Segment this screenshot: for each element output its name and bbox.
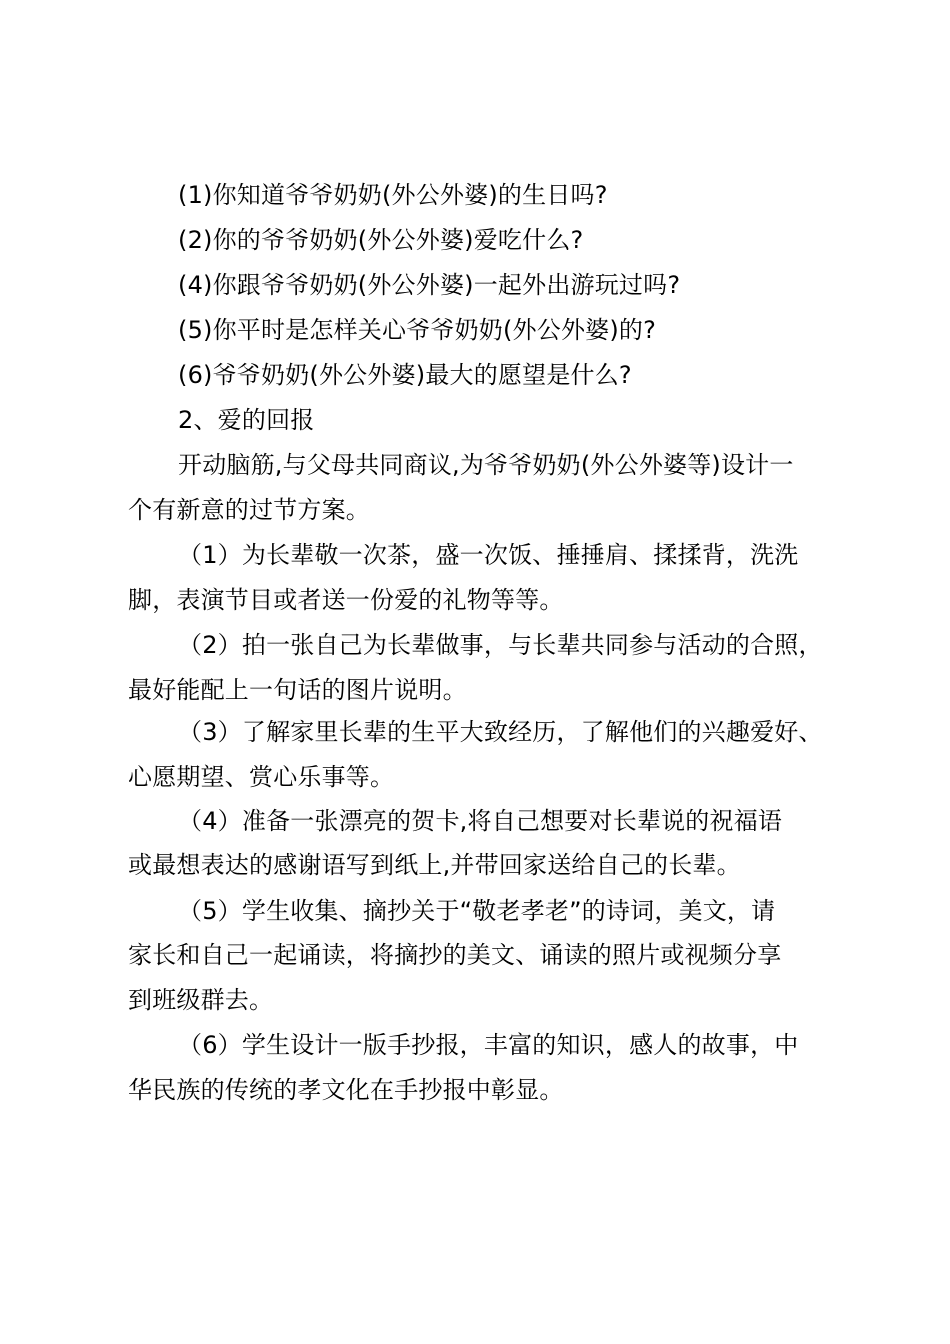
item-2-line-1: （2）拍一张自己为长辈做事，与长辈共同参与活动的合照， [178,631,823,659]
item-1-line-2: 脚，表演节目或者送一份爱的礼物等等。 [128,586,564,614]
question-1: (1)你知道爷爷奶奶(外公外婆)的生日吗? [178,181,608,209]
section-heading: 2、爱的回报 [178,406,315,434]
item-4-line-1: （4）准备一张漂亮的贺卡,将自己想要对长辈说的祝福语 [178,807,783,835]
item-5-line-2: 家长和自己一起诵读，将摘抄的美文、诵读的照片或视频分享 [128,941,782,969]
item-2-line-2: 最好能配上一句话的图片说明。 [128,676,467,704]
intro-line-2: 个有新意的过节方案。 [128,496,370,524]
item-6-line-1: （6）学生设计一版手抄报，丰富的知识，感人的故事，中 [178,1031,799,1059]
question-6: (6)爷爷奶奶(外公外婆)最大的愿望是什么? [178,361,632,389]
intro-line-1: 开动脑筋,与父母共同商议,为爷爷奶奶(外公外婆等)设计一 [178,451,794,479]
item-5-line-3: 到班级群去。 [128,986,274,1014]
item-6-line-2: 华民族的传统的孝文化在手抄报中彰显。 [128,1076,564,1104]
item-1-line-1: （1）为长辈敬一次茶，盛一次饭、捶捶肩、揉揉背，洗洗 [178,541,799,569]
question-5: (5)你平时是怎样关心爷爷奶奶(外公外婆)的? [178,316,657,344]
item-3-line-2: 心愿期望、赏心乐事等。 [128,763,395,791]
item-3-line-1: （3）了解家里长辈的生平大致经历，了解他们的兴趣爱好、 [178,718,823,746]
item-5-line-1: （5）学生收集、摘抄关于“敬老孝老”的诗词，美文，请 [178,897,776,925]
item-4-line-2: 或最想表达的感谢语写到纸上,并带回家送给自己的长辈。 [128,851,741,879]
question-2: (2)你的爷爷奶奶(外公外婆)爱吃什么? [178,226,584,254]
question-4: (4)你跟爷爷奶奶(外公外婆)一起外出游玩过吗? [178,271,681,299]
